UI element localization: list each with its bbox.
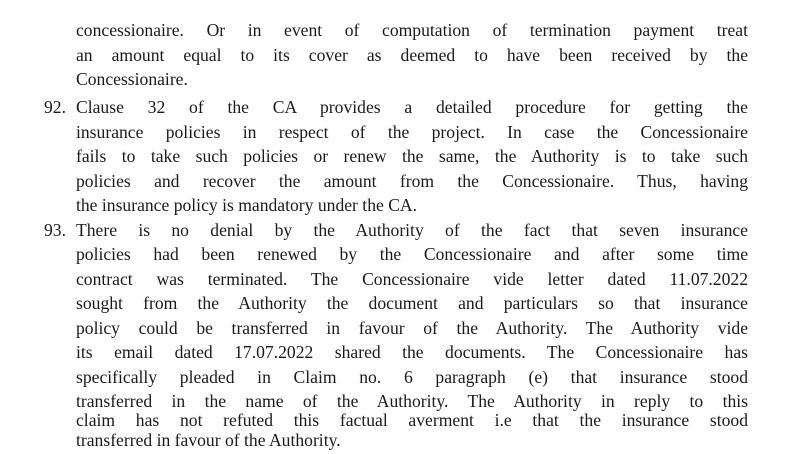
body-text-line: transferred in the name of the Authority. The Authority in reply to this bbox=[76, 391, 748, 411]
body-text-line: sought from the Authority the document and particulars so that insurance bbox=[76, 293, 748, 313]
body-text-line: Clause 32 of the CA provides a detailed procedure for getting the bbox=[76, 97, 748, 117]
body-text-line: specifically pleaded in Claim no. 6 paragraph (e) that insurance stood bbox=[76, 367, 748, 387]
body-text-line: There is no denial by the Authority of the fact that seven insurance bbox=[76, 220, 748, 240]
body-text-line: policies had been renewed by the Concessionaire and after some time bbox=[76, 244, 748, 264]
body-text-line: its email dated 17.07.2022 shared the documents. The Concessionaire has bbox=[76, 342, 748, 362]
body-text-line: an amount equal to its cover as deemed to have been received by the bbox=[76, 45, 748, 65]
body-text-line: concessionaire. Or in event of computation of termination payment treat bbox=[76, 20, 748, 40]
body-text-line: contract was terminated. The Concessionaire vide letter dated 11.07.2022 bbox=[76, 269, 748, 289]
body-text-line: policies and recover the amount from the Concessionaire. Thus, having bbox=[76, 171, 748, 191]
body-text-line: the insurance policy is mandatory under the CA. bbox=[76, 195, 418, 215]
body-text-line: transferred in favour of the Authority. bbox=[76, 430, 341, 450]
body-text-line: fails to take such policies or renew the same, the Authority is to take such bbox=[76, 146, 748, 166]
paragraph-number: 93. bbox=[44, 220, 66, 240]
paragraph-number: 92. bbox=[44, 97, 66, 117]
body-text-line: Concessionaire. bbox=[76, 69, 188, 89]
body-text-line: policy could be transferred in favour of the Authority. The Authority vide bbox=[76, 318, 748, 338]
body-text-line: claim has not refuted this factual averment i.e that the insurance stood bbox=[76, 410, 748, 430]
body-text-line: insurance policies in respect of the project. In case the Concessionaire bbox=[76, 122, 748, 142]
